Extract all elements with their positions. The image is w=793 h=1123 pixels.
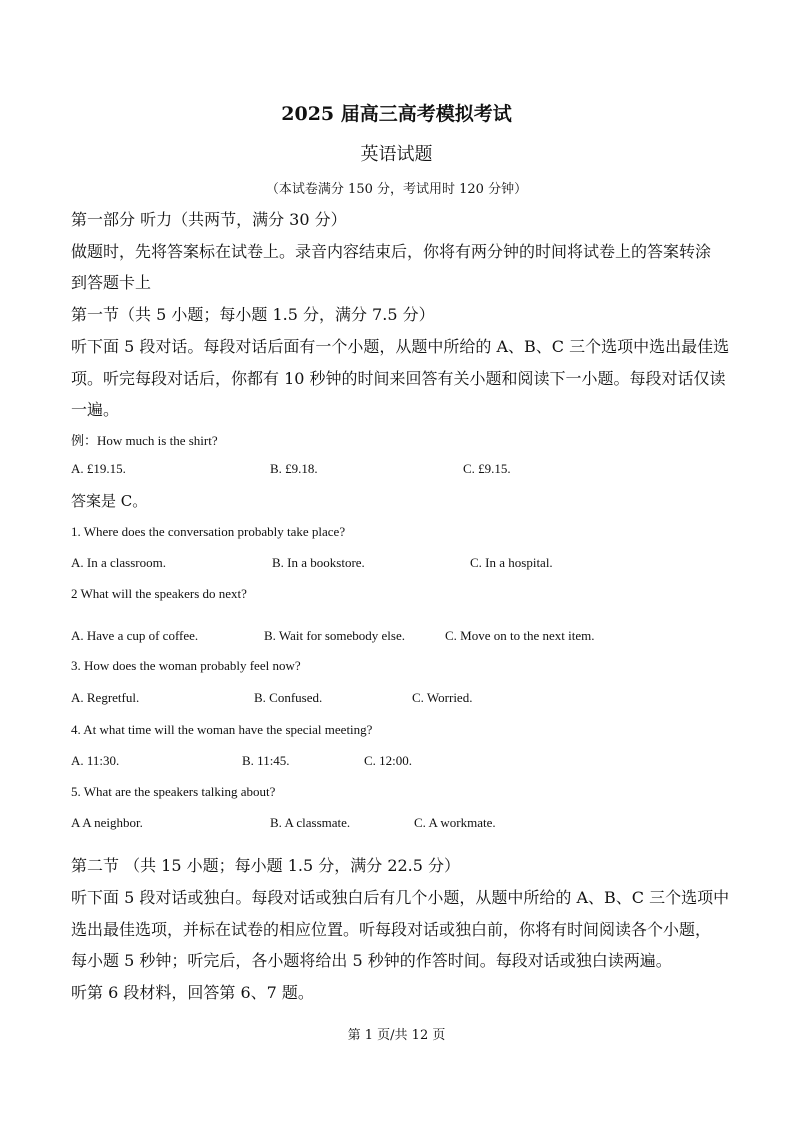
exam-title: 2025 届高三高考模拟考试 — [281, 103, 512, 125]
example-question: 例：How much is the shirt? — [71, 433, 218, 448]
section2-instruction-line3: 每小题 5 秒钟；听完后，各小题将给出 5 秒钟的作答时间。每段对话或独白读两遍。 — [71, 951, 672, 970]
question-3: 3. How does the woman probably feel now? — [71, 658, 301, 673]
example-answer: 答案是 C。 — [71, 492, 148, 510]
page-number: 第 1 页/共 12 页 — [347, 1028, 446, 1043]
question-1: 1. Where does the conversation probably take place? — [71, 524, 346, 539]
question-5-option-a: A A neighbor. — [71, 815, 143, 830]
question-5-option-c: C. A workmate. — [414, 815, 496, 830]
question-4-option-b: B. 11:45. — [242, 753, 290, 768]
question-3-option-b: B. Confused. — [254, 690, 323, 705]
question-1-option-c: C. In a hospital. — [470, 555, 553, 570]
section2-instruction-line1: 听下面 5 段对话或独白。每段对话或独白后有几个小题，从题中所给的 A、B、C 三个选项中 — [71, 888, 730, 907]
part1-instruction-line1: 做题时，先将答案标在试卷上。录音内容结束后，你将有两分钟的时间将试卷上的答案转涂 — [71, 242, 712, 261]
section1-heading: 第一节（共 5 小题；每小题 1.5 分，满分 7.5 分） — [71, 305, 435, 324]
part1-instruction-line2: 到答题卡上 — [71, 273, 152, 292]
part1-heading: 第一部分 听力（共两节，满分 30 分） — [71, 210, 347, 229]
question-4: 4. At what time will the woman have the special meeting? — [71, 722, 373, 737]
question-1-option-a: A. In a classroom. — [71, 555, 166, 570]
section2-material: 听第 6 段材料，回答第 6、7 题。 — [71, 983, 314, 1002]
example-option-c: C. £9.15. — [463, 461, 511, 476]
question-4-option-a: A. 11:30. — [71, 753, 120, 768]
section1-instruction-line1: 听下面 5 段对话。每段对话后面有一个小题，从题中所给的 A、B、C 三个选项中选出最佳选 — [71, 337, 730, 356]
question-2-option-a: A. Have a cup of coffee. — [71, 628, 199, 643]
question-2: 2 What will the speakers do next? — [71, 586, 247, 601]
section2-instruction-line2: 选出最佳选项，并标在试卷的相应位置。听每段对话或独白前，你将有时间阅读各个小题， — [71, 920, 712, 939]
question-4-option-c: C. 12:00. — [364, 753, 413, 768]
question-3-option-a: A. Regretful. — [71, 690, 140, 705]
example-option-a: A. £19.15. — [71, 461, 126, 476]
question-2-option-b: B. Wait for somebody else. — [264, 628, 405, 643]
question-2-option-c: C. Move on to the next item. — [445, 628, 595, 643]
question-5: 5. What are the speakers talking about? — [71, 784, 276, 799]
section1-instruction-line3: 一遍。 — [71, 400, 120, 419]
question-3-option-c: C. Worried. — [412, 690, 473, 705]
section2-heading: 第二节 （共 15 小题；每小题 1.5 分，满分 22.5 分） — [71, 856, 461, 875]
exam-note: （本试卷满分 150 分，考试用时 120 分钟） — [265, 182, 528, 197]
question-1-option-b: B. In a bookstore. — [272, 555, 365, 570]
question-5-option-b: B. A classmate. — [270, 815, 351, 830]
example-option-b: B. £9.18. — [270, 461, 318, 476]
exam-subject: 英语试题 — [360, 144, 433, 165]
section1-instruction-line2: 项。听完每段对话后，你都有 10 秒钟的时间来回答有关小题和阅读下一小题。每段对话仅读 — [71, 369, 726, 388]
